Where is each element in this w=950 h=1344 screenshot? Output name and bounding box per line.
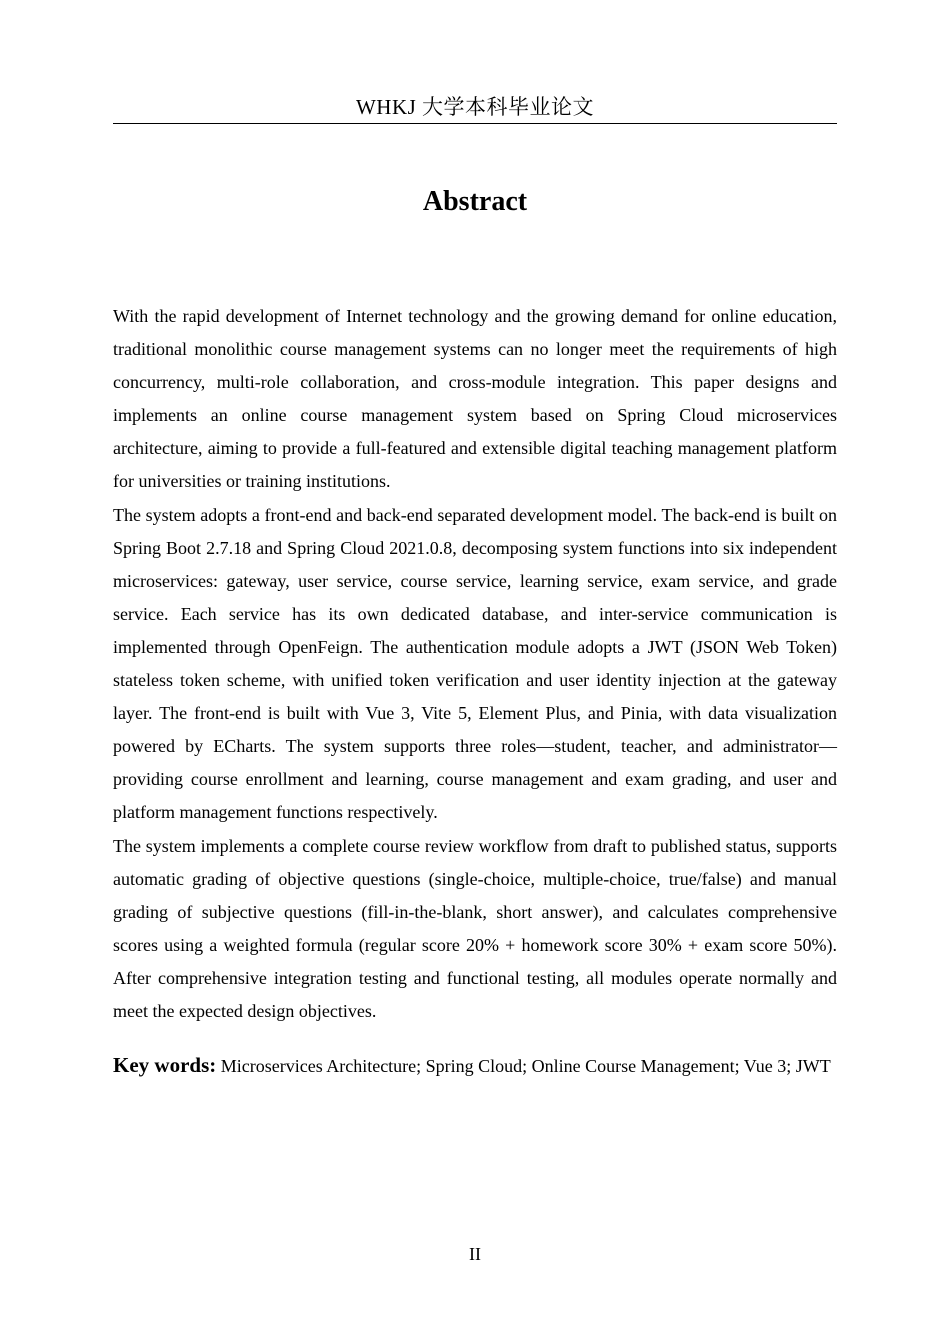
abstract-body (113, 300, 837, 1028)
abstract-paragraph-1: With the rapid development of Internet technology and the growing demand for online education, traditional monolithic course management systems can no longer meet the requirements of high concurrency, multi-role collaboration, and cross-module integration. This paper designs and implements an online course management system based on Spring Cloud microservices architecture, aiming to provide a full-featured and extensible digital teaching management platform for universities or training institutions. (113, 306, 837, 492)
keywords-text: Microservices Architecture; Spring Cloud; Online Course Management; Vue 3; JWT (220, 1056, 831, 1076)
page-header (113, 94, 837, 124)
keywords-label: Key words: (113, 1053, 217, 1077)
abstract-paragraph-3: The system implements a complete course review workflow from draft to published status, supports automatic grading of objective questions (single-choice, multiple-choice, true/false) and manual grading of subjective questions (fill-in-the-blank, short answer), and calculates comprehensive scores using a weighted formula (regular score 20% + homework score 30% + exam score 50%). After comprehensive integration testing and functional testing, all modules operate normally and meet the expected design objectives. (113, 835, 837, 1021)
page-number: II (469, 1244, 481, 1264)
abstract-paragraph-2: The system adopts a front-end and back-end separated development model. The back-end is built on Spring Boot 2.7.18 and Spring Cloud 2021.0.8, decomposing system functions into six independent microservices: gateway, user service, course service, learning service, exam service, and grade service. Each service has its own dedicated database, and inter-service communication is implemented through OpenFeign. The authentication module adopts a JWT (JSON Web Token) stateless token scheme, with unified token verification and user identity injection at the gateway layer. The front-end is built with Vue 3, Vite 5, Element Plus, and Pinia, with data visualization powered by ECharts. The system supports three roles—student, teacher, and administrator—providing course enrollment and learning, course management and exam grading, and user and platform management functions respectively. (113, 504, 837, 823)
abstract-title: Abstract (422, 186, 528, 217)
keywords (113, 1048, 837, 1083)
header-title: WHKJ 大学本科毕业论文 (355, 95, 595, 119)
